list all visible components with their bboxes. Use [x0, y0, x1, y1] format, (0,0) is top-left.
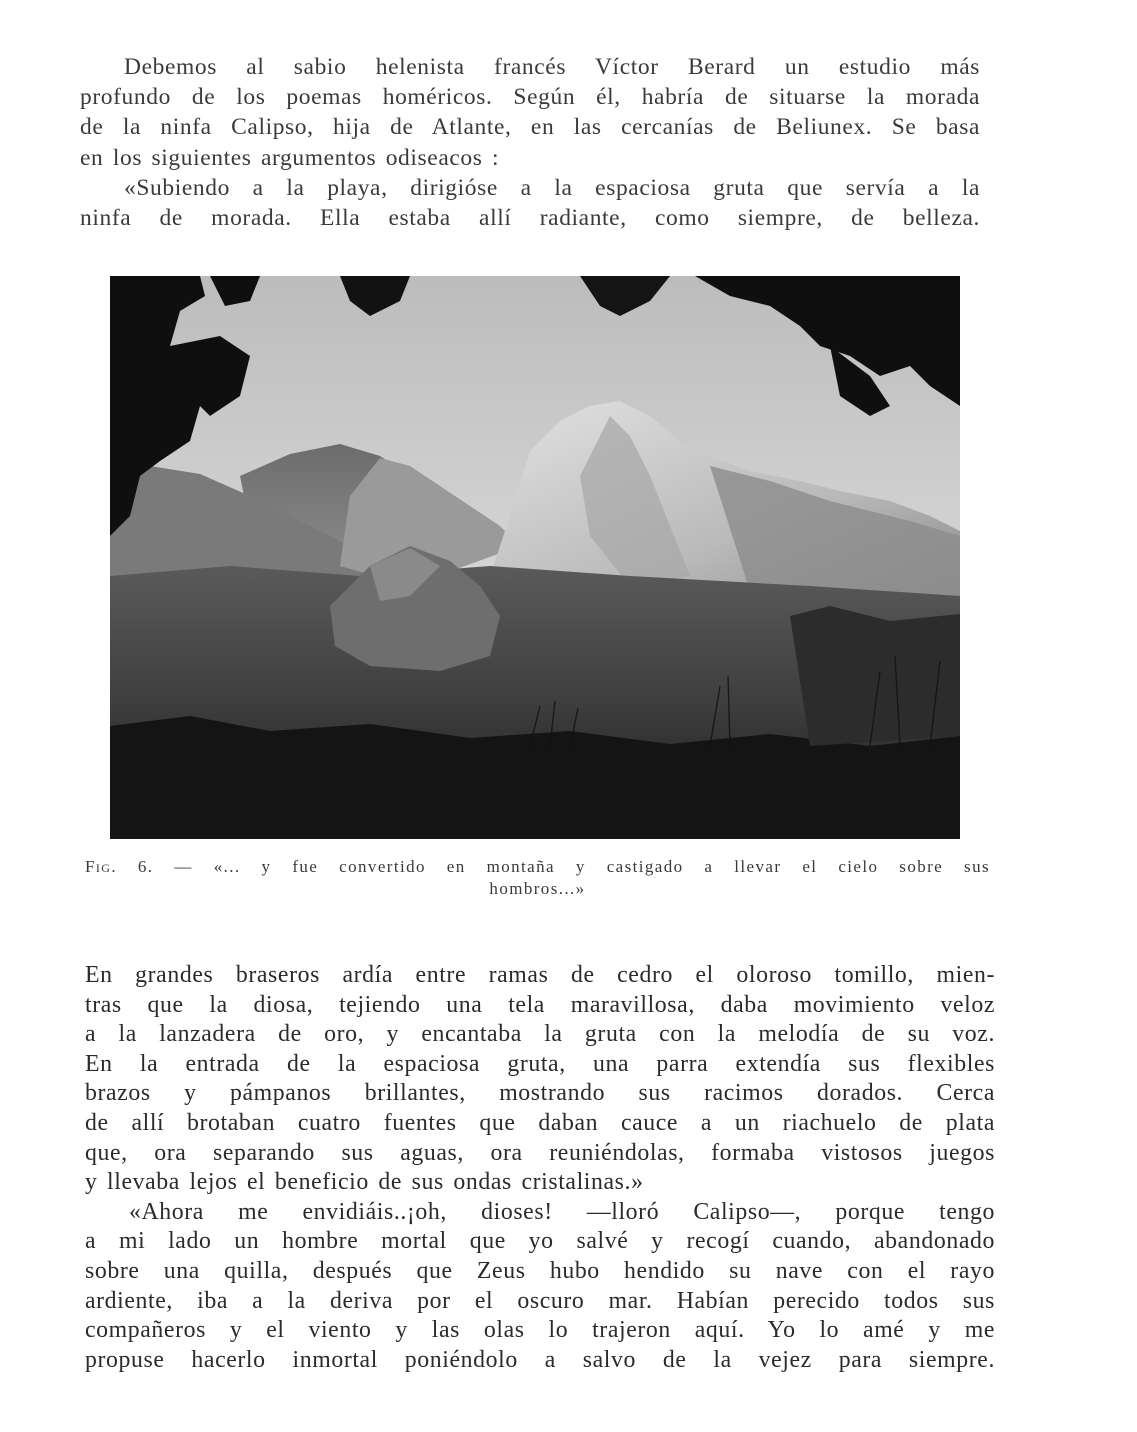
quote-paragraph	[80, 173, 980, 203]
text-line: de allí brotaban cuatro fuentes que daban cauce a un riachuelo de plata	[85, 1109, 995, 1136]
text-line: Debemos al sabio helenista francés Víctor Berard un estudio más	[124, 54, 980, 80]
text-line: tras que la diosa, tejiendo una tela maravillosa, daba movimiento veloz	[85, 991, 995, 1018]
figure-label: Fig. 6.	[85, 857, 154, 876]
top-text-block	[80, 52, 980, 233]
text-line: En la entrada de la espaciosa gruta, una parra extendía sus flexibles	[85, 1050, 995, 1077]
mountain-photograph	[110, 276, 960, 839]
text-line: compañeros y el viento y las olas lo trajeron aquí. Yo lo amé y me	[85, 1317, 995, 1344]
text-line: En grandes braseros ardía entre ramas de cedro el oloroso tomillo, mien-	[85, 962, 995, 988]
text-line: brazos y pámpanos brillantes, mostrando sus racimos dorados. Cerca	[85, 1080, 995, 1107]
text-line: en los siguientes argumentos odiseacos :	[80, 144, 500, 171]
text-line: «Ahora me envidiáis..¡oh, dioses! —lloró Calipso—, porque tengo	[129, 1198, 995, 1225]
text-line: ninfa de morada. Ella estaba allí radiante, como siempre, de belleza.	[80, 205, 980, 232]
figure-caption	[85, 856, 990, 900]
text-line: «Subiendo a la playa, dirigióse a la espaciosa gruta que servía a la	[124, 174, 980, 201]
text-line: a la lanzadera de oro, y encantaba la gruta con la melodía de su voz.	[85, 1021, 995, 1048]
text-line: que, ora separando sus aguas, ora reuniéndolas, formaba vistosos juegos	[85, 1139, 995, 1166]
caption-text: — «... y fue convertido en montaña y castigado a llevar el cielo sobre sus	[174, 857, 990, 876]
text-line: de la ninfa Calipso, hija de Atlante, en las cercanías de Beliunex. Se basa	[80, 114, 980, 141]
text-line: a mi lado un hombre mortal que yo salvé y recogí cuando, abandonado	[85, 1228, 995, 1255]
calipso-paragraph	[85, 1198, 995, 1228]
text-line: ardiente, iba a la deriva por el oscuro mar. Habían perecido todos sus	[85, 1287, 995, 1314]
caption-line: hombros...»	[489, 879, 586, 898]
text-line: propuse hacerlo inmortal poniéndolo a salvo de la vejez para siempre.	[85, 1346, 995, 1373]
text-line: y llevaba lejos el beneficio de sus ondas cristalinas.»	[85, 1169, 644, 1196]
bottom-text-block	[85, 961, 995, 1375]
text-line: profundo de los poemas homéricos. Según él, habría de situarse la morada	[80, 84, 980, 111]
text-line: sobre una quilla, después que Zeus hubo hendido su nave con el rayo	[85, 1257, 995, 1284]
intro-paragraph	[80, 52, 980, 82]
caption-line	[85, 856, 990, 878]
